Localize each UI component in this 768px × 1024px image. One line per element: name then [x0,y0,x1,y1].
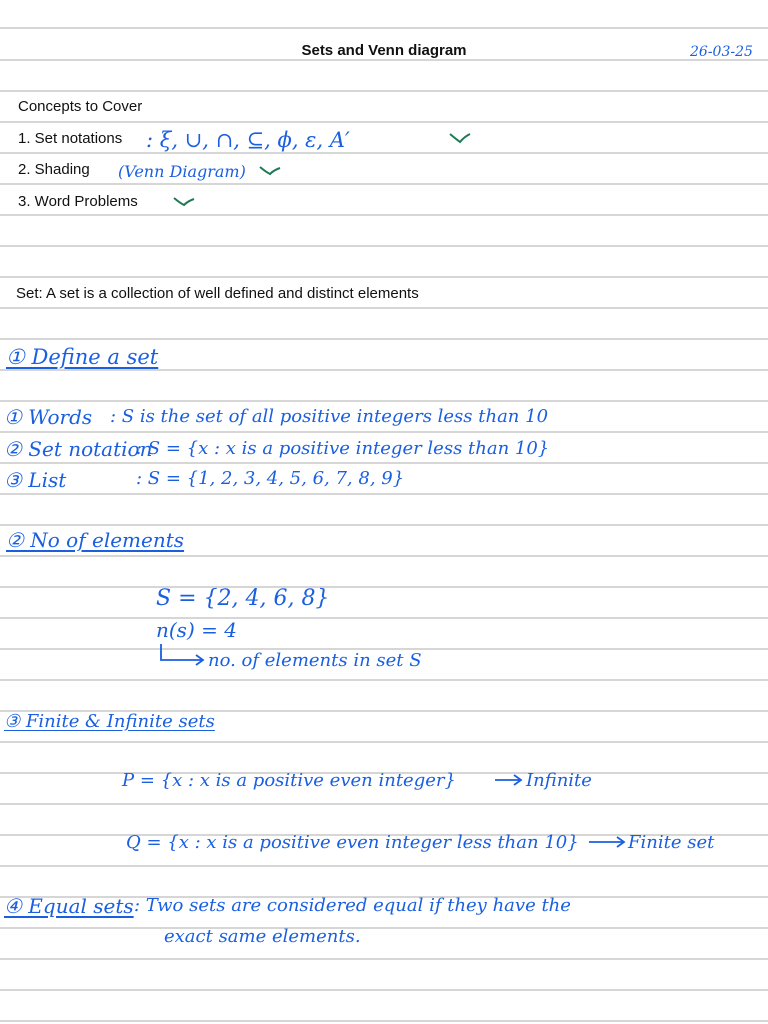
arrow-icon [588,834,628,850]
words-text: : S is the set of all positive integers less than 10 [110,406,549,427]
concept-note-shading: (Venn Diagram) [118,162,246,181]
arrow-icon [494,772,524,788]
page-date: 26-03-25 [690,44,753,60]
check-mark-icon [258,164,282,178]
section-heading-finite-infinite: ③ Finite & Infinite sets [4,711,215,732]
set-p-definition: P = {x : x is a positive even integer} [122,770,456,791]
concept-item-word-problems: 3. Word Problems [18,193,138,210]
set-notation-text: : S = {x : x is a positive integer less than 10} [136,438,550,459]
set-p-result: Infinite [526,770,592,791]
cardinality-explanation: no. of elements in set S [208,650,422,671]
concepts-heading: Concepts to Cover [18,98,143,115]
cardinality-example: n(s) = 4 [156,618,237,642]
check-mark-icon [448,130,472,146]
set-definition: Set: A set is a collection of well defined and distinct elements [16,285,419,302]
set-q-definition: Q = {x : x is a positive even integer less than 10} [126,832,579,853]
page-title: Sets and Venn diagram [301,42,467,59]
words-label: ① Words [4,405,93,429]
set-q-result: Finite set [628,832,715,853]
section-heading-equal-sets: ④ Equal sets [4,894,134,918]
arrow-icon [158,644,208,666]
concept-note-set-notations: : ξ, ∪, ∩, ⊆, ϕ, ε, A′ [146,128,350,152]
set-notation-label: ② Set notation [4,437,153,461]
section-heading-no-of-elements: ② No of elements [6,528,185,552]
equal-sets-definition-line-1: : Two sets are considered equal if they have the [134,895,571,916]
check-mark-icon [172,195,196,209]
equal-sets-definition-line-2: exact same elements. [164,926,361,947]
set-s-example: S = {2, 4, 6, 8} [156,586,330,611]
list-text: : S = {1, 2, 3, 4, 5, 6, 7, 8, 9} [136,468,405,489]
concept-item-set-notations: 1. Set notations [18,130,123,147]
list-label: ③ List [4,468,67,492]
concept-item-shading: 2. Shading [18,161,90,178]
section-heading-define-set: ① Define a set [6,345,159,369]
